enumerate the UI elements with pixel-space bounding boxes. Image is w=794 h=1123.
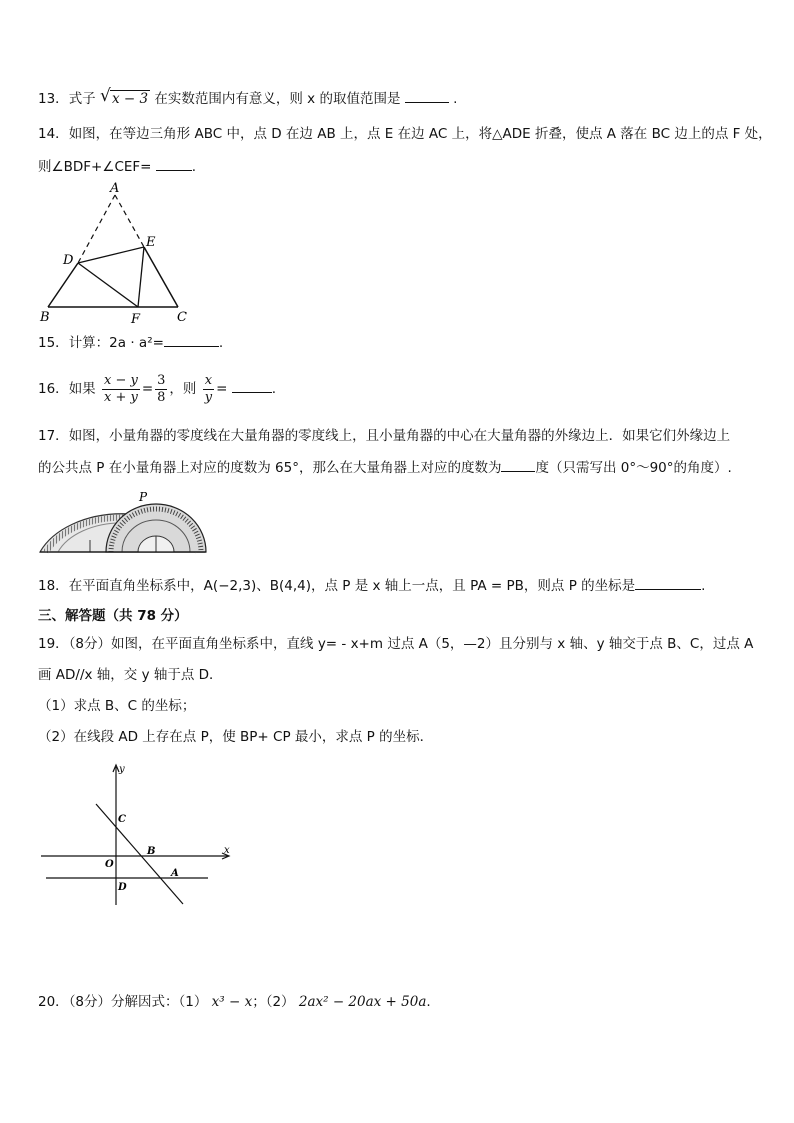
question-14-line-2 bbox=[38, 156, 196, 177]
label-d: D bbox=[118, 882, 127, 893]
question-text: 则∠BDF+∠CEF= bbox=[38, 159, 152, 175]
triangle-fold-figure bbox=[36, 180, 206, 325]
answer-blank bbox=[501, 457, 535, 472]
period: . bbox=[701, 578, 706, 594]
fold-line-de bbox=[78, 247, 144, 263]
question-19-part-1: （1）求点 B、C 的坐标； bbox=[38, 698, 196, 714]
answer-blank bbox=[156, 156, 192, 171]
question-text: 度（只需写出 0°～90°的角度）. bbox=[535, 460, 732, 476]
question-16: 16．如果 $\frac{x - y}{x + y}$ = $\frac{3}{8}$ ，则 $\frac{x}{y}$ = . bbox=[38, 372, 276, 405]
expression-1: x³ − x bbox=[211, 994, 253, 1010]
label-o: O bbox=[105, 859, 114, 870]
question-text: 如果 bbox=[68, 381, 96, 397]
edge-df bbox=[78, 263, 138, 307]
question-14-line-1 bbox=[38, 124, 772, 144]
question-number: 13． bbox=[38, 91, 69, 107]
label-p: P bbox=[139, 490, 148, 504]
radicand: x − 3 bbox=[111, 91, 149, 107]
period: . bbox=[271, 381, 276, 397]
label-c: C bbox=[177, 310, 187, 325]
coordinate-figure bbox=[36, 762, 242, 912]
label-b: B bbox=[147, 846, 156, 857]
question-13 bbox=[38, 88, 457, 109]
question-number: 18． bbox=[38, 578, 69, 594]
question-text: 如图，小量角器的零度线在大量角器的零度线上，且小量角器的中心在大量角器的外缘边上．如果它们外缘边上 bbox=[68, 428, 731, 444]
answer-blank bbox=[164, 332, 219, 347]
question-17-line-1 bbox=[38, 426, 730, 446]
edge-ec bbox=[144, 247, 178, 307]
question-number: 16． bbox=[38, 381, 69, 397]
question-text: ；（2） bbox=[252, 994, 295, 1010]
square-root-expression: √ x − 3 bbox=[99, 86, 149, 107]
section-heading: 三、解答题（共 78 分） bbox=[38, 608, 188, 624]
question-19-part-2: （2）在线段 AD 上存在点 P，使 BP+ CP 最小，求点 P 的坐标． bbox=[38, 729, 434, 745]
question-text: 如图，在等边三角形 ABC 中，点 D 在边 AB 上，点 E 在边 AC 上，将△ADE 折叠，使点 A 落在 BC 边上的点 F 处， bbox=[68, 126, 772, 142]
question-text: 在平面直角坐标系中，A(−2,3)、B(4,4)，点 P 是 x 轴上一点，且 PA = PB，则点 P 的坐标是 bbox=[68, 578, 636, 594]
question-number: 20． bbox=[38, 994, 69, 1010]
label-a: A bbox=[171, 868, 179, 879]
label-f: F bbox=[131, 312, 141, 325]
fraction-x-minus-y-over-x-plus-y: $\frac{x - y}{x + y}$ bbox=[103, 372, 138, 405]
question-18 bbox=[38, 575, 705, 596]
label-c: C bbox=[118, 814, 126, 825]
expression-2: 2ax² − 20ax + 50a bbox=[298, 994, 427, 1010]
protractors-figure bbox=[38, 488, 210, 554]
edge-ef bbox=[138, 247, 144, 307]
question-20 bbox=[38, 992, 431, 1012]
label-e: E bbox=[146, 235, 156, 250]
period: . bbox=[191, 159, 197, 175]
dashed-edge-ae bbox=[115, 195, 144, 247]
fraction-3-over-8: $\frac{3}{8}$ bbox=[157, 372, 166, 405]
question-19-line-1 bbox=[38, 634, 753, 654]
label-y: y bbox=[119, 764, 125, 775]
label-b: B bbox=[40, 310, 50, 325]
answer-blank bbox=[405, 88, 449, 103]
question-number: 19． bbox=[38, 636, 69, 652]
line-through-a bbox=[96, 804, 183, 904]
question-text: 在实数范围内有意义，则 x 的取值范围是 bbox=[154, 91, 401, 107]
question-number: 14． bbox=[38, 126, 69, 142]
question-text: 式子 bbox=[68, 91, 96, 107]
question-text: 计算：2a · a²= bbox=[68, 335, 164, 351]
question-text: ，则 bbox=[169, 381, 197, 397]
dashed-edge-ad bbox=[78, 195, 115, 263]
question-number: 15． bbox=[38, 335, 69, 351]
question-number: 17． bbox=[38, 428, 69, 444]
label-x: x bbox=[224, 845, 230, 856]
question-15 bbox=[38, 332, 223, 353]
period: . bbox=[453, 91, 458, 107]
edge-db bbox=[48, 263, 78, 307]
label-d: D bbox=[63, 253, 74, 268]
question-text: 的公共点 P 在小量角器上对应的度数为 65°，那么在大量角器上对应的度数为 bbox=[38, 460, 502, 476]
period: . bbox=[426, 994, 431, 1010]
label-a: A bbox=[110, 181, 120, 196]
question-17-line-2 bbox=[38, 457, 732, 478]
question-text: （8分）如图，在平面直角坐标系中，直线 y= - x+m 过点 A（5，—2）且分别与 x 轴、y 轴交于点 B、C，过点 A bbox=[68, 636, 754, 652]
period: . bbox=[218, 335, 224, 351]
answer-blank bbox=[635, 575, 701, 590]
question-text: （8分）分解因式：（1） bbox=[68, 994, 208, 1010]
answer-blank bbox=[232, 378, 272, 393]
question-19-line-2: 画 AD//x 轴，交 y 轴于点 D． bbox=[38, 667, 223, 683]
fraction-x-over-y: $\frac{x}{y}$ bbox=[204, 372, 213, 405]
